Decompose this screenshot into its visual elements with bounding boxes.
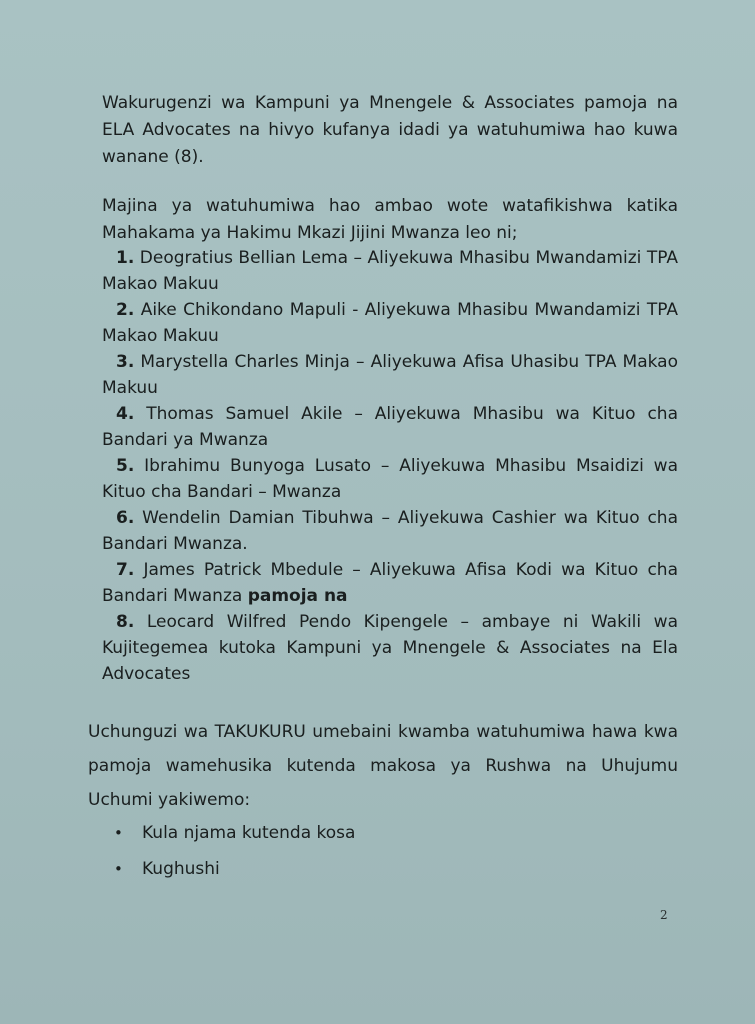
offence-text: Kula njama kutenda kosa [142,823,356,843]
item-text: Leocard Wilfred Pendo Kipengele – ambaye ni Wakili wa Kujitegemea kutoka Kampuni ya Mnengele & Associates na Ela Advocates [102,612,678,684]
item-number: 1. [116,248,135,268]
list-item [102,297,678,349]
item-text: Aike Chikondano Mapuli - Aliyekuwa Mhasibu Mwandamizi TPA Makao Makuu [102,300,679,346]
suspects-intro-paragraph: Majina ya watuhumiwa hao ambao wote watafikishwa katika Mahakama ya Hakimu Mkazi Jijini Mwanza leo ni; [102,196,678,243]
page-number: 2 [660,908,668,922]
list-item [102,505,678,557]
item-text: Ibrahimu Bunyoga Lusato – Aliyekuwa Mhasibu Msaidizi wa Kituo cha Bandari – Mwanza [102,456,678,502]
item-text: James Patrick Mbedule – Aliyekuwa Afisa Kodi wa Kituo cha Bandari Mwanza [102,560,678,606]
item-text: Deogratius Bellian Lema – Aliyekuwa Mhasibu Mwandamizi TPA Makao Makuu [102,248,678,294]
list-item [102,557,678,609]
list-item [102,609,678,687]
list-item [102,401,678,453]
item-bold-tail: pamoja na [247,586,348,606]
item-number: 5. [116,456,135,476]
offences-list [114,815,355,887]
item-number: 2. [116,300,135,320]
suspects-list [102,245,678,687]
list-item [114,815,355,851]
item-text: Thomas Samuel Akile – Aliyekuwa Mhasibu wa Kituo cha Bandari ya Mwanza [102,404,678,450]
investigation-paragraph: Uchunguzi wa TAKUKURU umebaini kwamba watuhumiwa hawa kwa pamoja wamehusika kutenda makosa ya Rushwa na Uhujumu Uchumi yakiwemo: [88,722,678,810]
item-number: 3. [116,352,135,372]
list-item [102,245,678,297]
list-item [102,349,678,401]
item-number: 4. [116,404,135,424]
offence-text: Kughushi [142,859,220,879]
list-item [102,453,678,505]
item-number: 8. [116,612,135,632]
item-text: Wendelin Damian Tibuhwa – Aliyekuwa Cashier wa Kituo cha Bandari Mwanza. [102,508,679,554]
list-item [114,851,355,887]
item-number: 7. [116,560,135,580]
item-number: 6. [116,508,135,528]
item-text: Marystella Charles Minja – Aliyekuwa Afisa Uhasibu TPA Makao Makuu [102,352,679,398]
intro-paragraph: Wakurugenzi wa Kampuni ya Mnengele & Associates pamoja na ELA Advocates na hivyo kufanya idadi ya watuhumiwa hao kuwa wanane (8). [102,93,678,167]
bullet-icon: • [114,860,123,878]
bullet-icon: • [114,824,123,842]
